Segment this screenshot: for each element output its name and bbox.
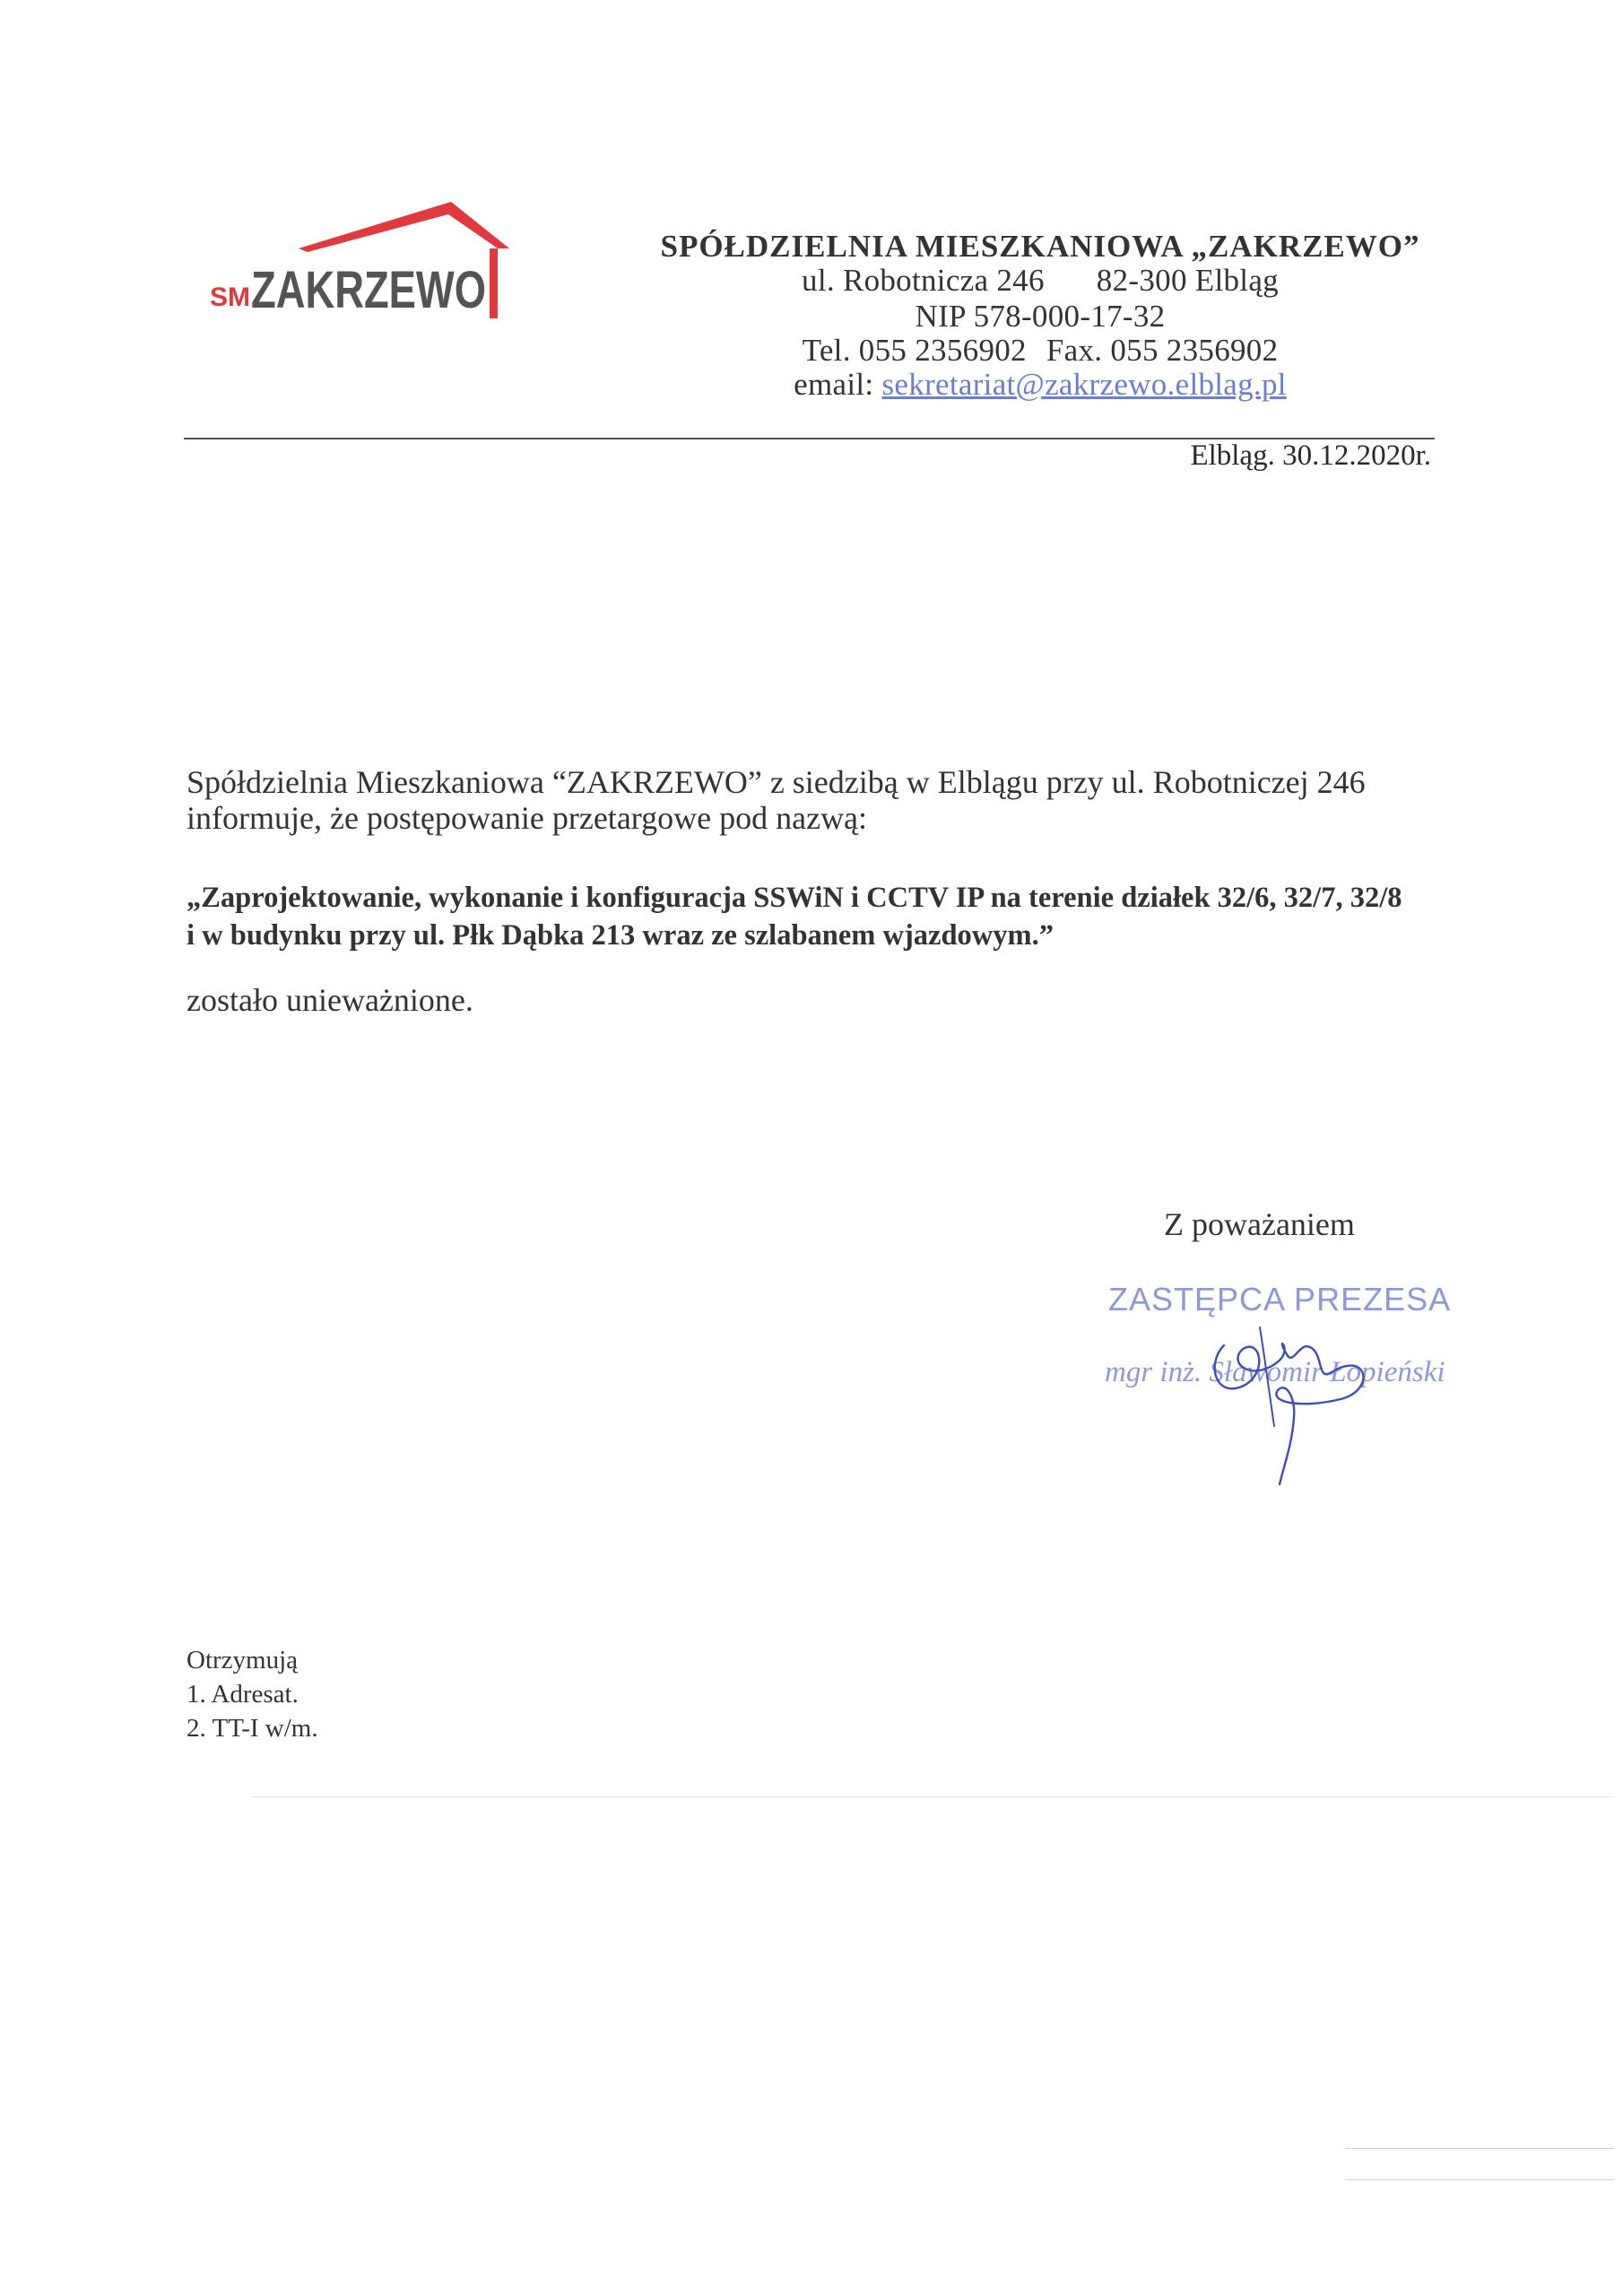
body-paragraph (187, 764, 1366, 836)
address-line (592, 263, 1488, 299)
signature-stroke-2 (1260, 1327, 1274, 1426)
tender-title (187, 879, 1402, 954)
recipients-heading: Otrzymują (187, 1646, 299, 1674)
scan-artifact-line (251, 1796, 1614, 1797)
body-line-1: Spółdzielnia Mieszkaniowa “ZAKRZEWO” z siedzibą w Elblągu przy ul. Robotniczej 246 (187, 764, 1366, 800)
recipient-item: 2. TT-I w/m. (187, 1714, 318, 1743)
tender-title-line-1: „Zaprojektowanie, wykonanie i konfiguracja SSWiN i CCTV IP na terenie działek 32/6, 32/7, 32/8 (187, 882, 1402, 914)
scan-artifact-line (1345, 2148, 1614, 2149)
phone-fax-line (592, 333, 1488, 369)
fax-number: Fax. 055 2356902 (1046, 333, 1279, 368)
email-label: email: (794, 367, 874, 402)
signature-stroke (1215, 1344, 1364, 1484)
logo-name: ZAKRZEWO (251, 261, 486, 318)
logo-roof-shape (299, 202, 509, 252)
zakrzewo-logo (204, 193, 527, 318)
stamp-name: mgr inż. Sławomir Łopieński (1105, 1356, 1445, 1388)
body-line-2: informuje, że postępowanie przetargowe pod nazwą: (187, 800, 868, 836)
recipient-item: 1. Adresat. (187, 1680, 299, 1709)
closing-regards: Z poważaniem (1164, 1206, 1355, 1242)
tender-title-line-2: i w budynku przy ul. Płk Dąbka 213 wraz ze szlabanem wjazdowym.” (187, 919, 1054, 952)
street: ul. Robotnicza 246 (802, 263, 1045, 298)
phone-number: Tel. 055 2356902 (802, 333, 1027, 368)
scan-artifact-line (1345, 2179, 1614, 2180)
org-name: SPÓŁDZIELNIA MIESZKANIOWA „ZAKRZEWO” (660, 229, 1420, 264)
logo-wall-bar (490, 248, 498, 318)
nip-number: NIP 578-000-17-32 (915, 299, 1166, 334)
email-line (592, 367, 1488, 403)
handwritten-signature (1188, 1300, 1403, 1489)
stamp-title: ZASTĘPCA PREZESA (1108, 1281, 1452, 1318)
postal-city: 82-300 Elbląg (1096, 263, 1279, 298)
email-link[interactable]: sekretariat@zakrzewo.elblag.pl (881, 367, 1287, 402)
annulment-statement: zostało unieważnione. (187, 982, 473, 1018)
letter-date: Elbląg. 30.12.2020r. (1190, 439, 1431, 472)
recipients-list (187, 1643, 318, 1745)
logo-prefix: SM (210, 283, 250, 312)
